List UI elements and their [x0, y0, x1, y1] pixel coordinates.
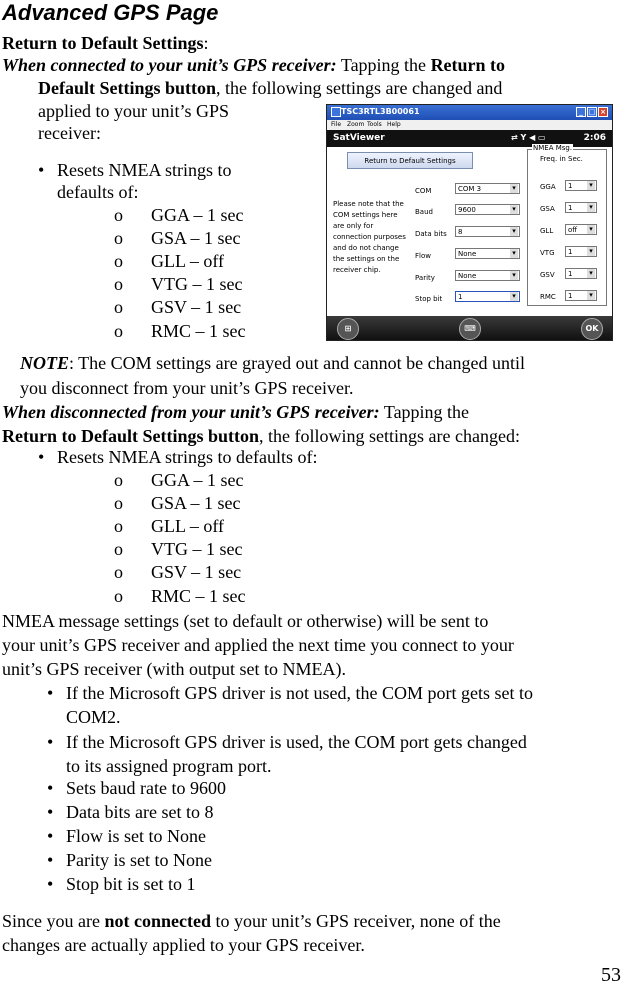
bullet-item: • Stop bit is set to 1: [66, 874, 196, 895]
gll-select[interactable]: off ▾: [565, 224, 597, 235]
bullet-item: • Flow is set to None: [66, 826, 206, 847]
gga-select[interactable]: 1 ▾: [565, 180, 597, 191]
connected-bullet: • Resets NMEA strings to: [57, 160, 232, 181]
vtg-select[interactable]: 1 ▾: [565, 246, 597, 257]
com-note: Please note that the COM settings here are only for connection purposes and do not change the settings on the receiver chip.: [333, 200, 406, 274]
paragraph-line: your unit’s GPS receiver and applied the next time you connect to your: [2, 635, 514, 655]
menu-zoom[interactable]: Zoom: [347, 121, 365, 128]
disconnected-bullet: • Resets NMEA strings to defaults of:: [57, 447, 317, 468]
bullet-item: • Parity is set to None: [66, 850, 212, 871]
bullet-item: • If the Microsoft GPS driver is used, the COM port gets changed: [66, 732, 527, 753]
gsa-label: GSA: [540, 205, 555, 213]
disconnected-line-2: Return to Default Settings button, the following settings are changed:: [2, 426, 520, 446]
bullet-item: • Data bits are set to 8: [66, 802, 213, 823]
gsa-select[interactable]: 1 ▾: [565, 202, 597, 213]
parity-select[interactable]: None ▾: [455, 270, 520, 281]
return-to-default-button[interactable]: Return to Default Settings: [347, 152, 473, 169]
gga-label: GGA: [540, 183, 556, 191]
flow-select[interactable]: None ▾: [455, 248, 520, 259]
page-number: 53: [601, 964, 621, 986]
freq-label: Freq. in Sec.: [540, 155, 583, 163]
list-item: o VTG – 1 sec: [151, 539, 242, 560]
note-line-2: you disconnect from your unit’s GPS receiver.: [20, 378, 354, 398]
databits-select[interactable]: 8 ▾: [455, 226, 520, 237]
nmea-group-title: NMEA Msg.: [533, 144, 573, 152]
list-item: o RMC – 1 sec: [151, 321, 246, 342]
bullet-item-cont: COM2.: [66, 707, 121, 727]
menu-file[interactable]: File: [331, 121, 342, 128]
list-item: o GSV – 1 sec: [151, 297, 241, 318]
paragraph-line: NMEA message settings (set to default or otherwise) will be sent to: [2, 611, 489, 631]
gll-label: GLL: [540, 227, 554, 235]
device-screenshot: [326, 104, 613, 341]
menu-tools[interactable]: Tools: [367, 121, 382, 128]
gsv-select[interactable]: 1 ▾: [565, 268, 597, 279]
rmc-label: RMC: [540, 293, 556, 301]
bullet-item: • If the Microsoft GPS driver is not used, the COM port gets set to: [66, 683, 533, 704]
rtd-heading: Return to Default Settings:: [2, 33, 209, 53]
start-icon[interactable]: ⊞: [337, 318, 359, 340]
nmea-group: [527, 144, 607, 306]
list-item: o GSV – 1 sec: [151, 562, 241, 583]
list-item: o GGA – 1 sec: [151, 205, 244, 226]
connected-line-2: Default Settings button, the following settings are changed and: [38, 78, 503, 98]
connected-line-4: receiver:: [38, 123, 101, 143]
paragraph-line: unit’s GPS receiver (with output set to NMEA).: [2, 659, 346, 679]
app-icon: [331, 107, 341, 117]
connected-line-3: applied to your unit’s GPS: [38, 101, 230, 121]
parity-label: Parity: [415, 274, 435, 282]
list-item: o GGA – 1 sec: [151, 470, 244, 491]
menu-bar: [327, 120, 612, 130]
flow-label: Flow: [415, 252, 431, 260]
com-select[interactable]: COM 3 ▾: [455, 183, 520, 194]
baud-label: Baud: [415, 208, 433, 216]
minimize-icon[interactable]: _: [576, 107, 586, 117]
connected-bullet-cont: defaults of:: [57, 182, 139, 202]
list-item: o RMC – 1 sec: [151, 586, 246, 607]
bottom-bar: [327, 316, 612, 340]
list-item: o VTG – 1 sec: [151, 274, 242, 295]
list-item: o GSA – 1 sec: [151, 228, 241, 249]
final-line-1: Since you are not connected to your unit’s GPS receiver, none of the: [2, 911, 501, 931]
stopbit-select[interactable]: 1 ▾: [455, 291, 520, 302]
window-titlebar: [327, 105, 612, 120]
menu-help[interactable]: Help: [387, 121, 401, 128]
note-line-1: NOTE: The COM settings are grayed out and cannot be changed until: [20, 353, 526, 373]
connected-line-1: When connected to your unit’s GPS receiver: Tapping the Return to: [2, 55, 506, 75]
list-item: o GSA – 1 sec: [151, 493, 241, 514]
app-title: SatViewer: [333, 133, 385, 143]
bullet-item-cont: to its assigned program port.: [66, 756, 272, 776]
baud-select[interactable]: 9600 ▾: [455, 204, 520, 215]
gsv-label: GSV: [540, 271, 555, 279]
com-label: COM: [415, 187, 432, 195]
bullet-item: • Sets baud rate to 9600: [66, 778, 226, 799]
list-item: o GLL – off: [151, 251, 224, 272]
databits-label: Data bits: [415, 230, 447, 238]
maximize-icon[interactable]: □: [588, 108, 596, 116]
keyboard-icon[interactable]: ⌨: [459, 318, 481, 340]
clock: 2:06: [583, 133, 606, 143]
disconnected-line-1: When disconnected from your unit’s GPS receiver: Tapping the: [2, 402, 470, 422]
stopbit-label: Stop bit: [415, 295, 443, 303]
vtg-label: VTG: [540, 249, 555, 257]
close-icon[interactable]: ×: [598, 107, 608, 117]
status-icons: ⇄ Y ◀ ▭: [511, 133, 546, 142]
page-title: Advanced GPS Page: [2, 0, 219, 25]
rmc-select[interactable]: 1 ▾: [565, 290, 597, 301]
list-item: o GLL – off: [151, 516, 224, 537]
window-title: TSC3RTL3B00061: [341, 107, 420, 116]
final-line-2: changes are actually applied to your GPS receiver.: [2, 935, 365, 955]
ok-button[interactable]: OK: [581, 318, 603, 340]
